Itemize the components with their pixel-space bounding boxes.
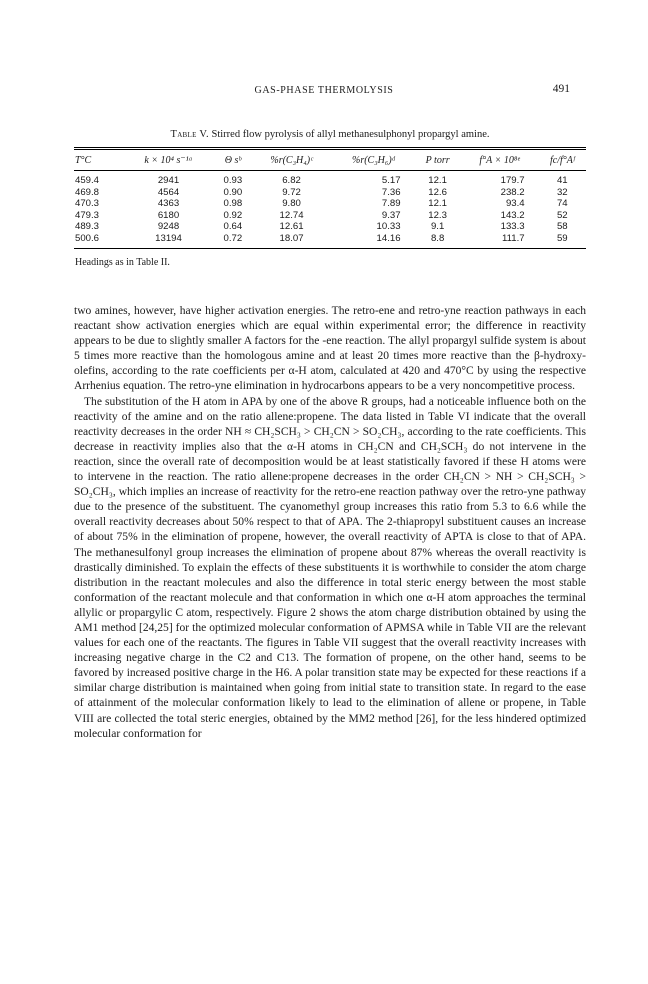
page-number: 491 [552,83,570,95]
table-cell: 470.3 [75,198,100,209]
table-cell: 93.4 [505,198,525,209]
table-cell: 12.3 [428,209,447,221]
table-cell: 9.72 [282,186,301,198]
table-cell: 469.8 [75,186,100,198]
table-cell: 12.74 [279,209,304,221]
table-cell: 6180 [157,209,180,221]
table-cell: 479.3 [75,209,100,221]
table-cell: 111.7 [502,232,525,244]
table-row [74,198,586,210]
table-cell: 13194 [155,232,182,244]
column-header: Θ sᵇ [215,149,251,171]
table-cell: 52 [556,209,568,221]
table-cell: 0.98 [223,198,243,209]
table-cell: 74 [556,198,568,209]
table-cell: 18.07 [279,232,304,244]
body-text [74,304,586,742]
table-cell: 4363 [157,198,180,209]
table-cell: 9.37 [381,209,401,221]
table-row [74,210,586,222]
table-cell: 4564 [157,186,180,198]
column-header: f°A × 10⁸ᵉ [461,149,539,171]
table-row [74,233,586,249]
table-footnote: Headings as in Table II. [75,257,170,268]
running-title: GAS-PHASE THERMOLYSIS [254,85,394,96]
table-cell: 59 [556,232,568,244]
table-cell: 7.89 [381,198,401,209]
table-cell: 179.7 [500,175,525,186]
table-cell: 32 [556,186,568,198]
table-cell: 7.36 [381,186,401,198]
data-table [74,147,586,249]
table-cell: 12.6 [428,186,447,198]
table-cell: 9248 [157,221,180,232]
table-cell: 0.93 [223,175,243,186]
table-cell: 14.16 [376,232,401,244]
table-header-row [74,149,586,171]
table-cell: 9.80 [282,198,301,209]
table-cell: 459.4 [75,175,100,186]
table-cell: 12.1 [428,198,447,209]
paragraph: The substitution of the H atom in APA by one of the above R groups, had a noticeable influence both on the reactivity of the amine and on the ratio allene:propene. The data listed in Table VI indicate that the overall reactivity decreases in the order NH ≈ CH₂SCH₃ > CH₂CN > SO₂CH₃, according to the rate coefficients. This decrease in reactivity implies also that the α-H atoms in CH₂CN and CH₂SCH₃ do not intervene in the reaction, since the overall rate of decomposition would be at least statistically favored if these H atoms were to intervene in the reaction. The ratio allene:propene decreases in the order CH₂CN > NH > CH₂SCH₃ > SO₂CH₃, which implies an increase of reactivity for the retro-ene reaction pathway over the retro-yne pathway due to the presence of the substituent. The cyanomethyl group increases this ratio from 5.3 to 6.6 while the overall reactivity decreases about 50% respect to that of APA. The 2-thiapropyl substituent causes an increase of about 75% in the elimination of propene, however, the overall reactivity of APTA is close to that of APA. The methanesulfonyl group increases the elimination of propene about 87% whereas the overall reactivity is drastically diminished. To explain the effects of these substituents it is worthwhile to consider the atom charge distribution in the reactant molecules and also the difference in total steric energy between the most stable conformation of the reactant molecule and that conformation in which one α-H atom approaches the terminal allylic or propargylic C atom, respectively. Figure 2 shows the atom charge distribution obtained by using the AM1 method [24,25] for the optimized molecular conformation of APMSA while in Table VII are the relevant values for each one of the reactants. The figures in Table VII suggest that the overall reactivity increases with increasing negative charge in the C2 and C13. The formation of propene, on the other hand, seems to be favored by increased positive charge in the H6. A polar transition state may be expected for these reactions if a similar charge distribution is maintained when going from initial state to transition state. In regard to the ease of attainment of the molecular conformation likely to lead to the elimination of allene or propene, in Table VIII are collected the total steric energies, obtained by the MM2 method [26], for the less hindered optimized molecular conformation for [74,395,586,740]
paragraph: two amines, however, have higher activation energies. The retro-ene and retro-yne reaction pathways in each reactant show activation energies which are equal within experimental error; the difference in reactivity appears to be due to slightly smaller A factors for the -ene reaction. The allyl propargyl sulfide system is about 5 times more reactive than the homologous amine and at least 20 times more reactive than the β-hydroxy-olefins, according to the rate coefficients per α-H atom, calculated at 420 and 470°C by using the respective Arrhenius equation. The retro-yne elimination in hydrocarbons appears to be a very noncompetitive process. [74,305,586,393]
column-header: fc/f°Aᶠ [539,149,586,171]
table-cell: 500.6 [75,232,100,244]
column-header: T°C [74,149,122,171]
table-cell: 6.82 [282,175,301,186]
running-head [0,83,648,99]
table-cell: 0.90 [223,186,243,198]
table-cell: 489.3 [75,221,100,232]
table-v [74,129,586,268]
table-cell: 238.2 [500,186,525,198]
table-label: Table V. [170,129,209,140]
column-header: k × 10⁴ s⁻¹ᵃ [122,149,215,171]
table-row [74,221,586,233]
table-cell: 143.2 [500,209,525,221]
table-cell: 5.17 [381,175,401,186]
table-cell: 12.1 [428,175,447,186]
column-header: P torr [415,149,461,171]
table-caption [74,129,586,140]
table-cell: 0.72 [223,232,243,244]
table-cell: 12.61 [279,221,304,232]
table-cell: 133.3 [500,221,525,232]
table-cell: 9.1 [430,221,445,232]
table-cell: 0.92 [223,209,243,221]
table-cell: 8.8 [430,232,445,244]
table-row [74,171,586,187]
table-cell: 0.64 [223,221,243,232]
table-cell: 2941 [157,175,180,186]
column-header: %r(C₃H₆)ᵈ [332,149,414,171]
table-cell: 41 [556,175,568,186]
table-cell: 10.33 [376,221,401,232]
table-cell: 58 [556,221,568,232]
table-caption-text: Stirred flow pyrolysis of allyl methanesulphonyl propargyl amine. [211,129,490,140]
table-row [74,187,586,199]
column-header: %r(C₃H₄)ᶜ [251,149,332,171]
